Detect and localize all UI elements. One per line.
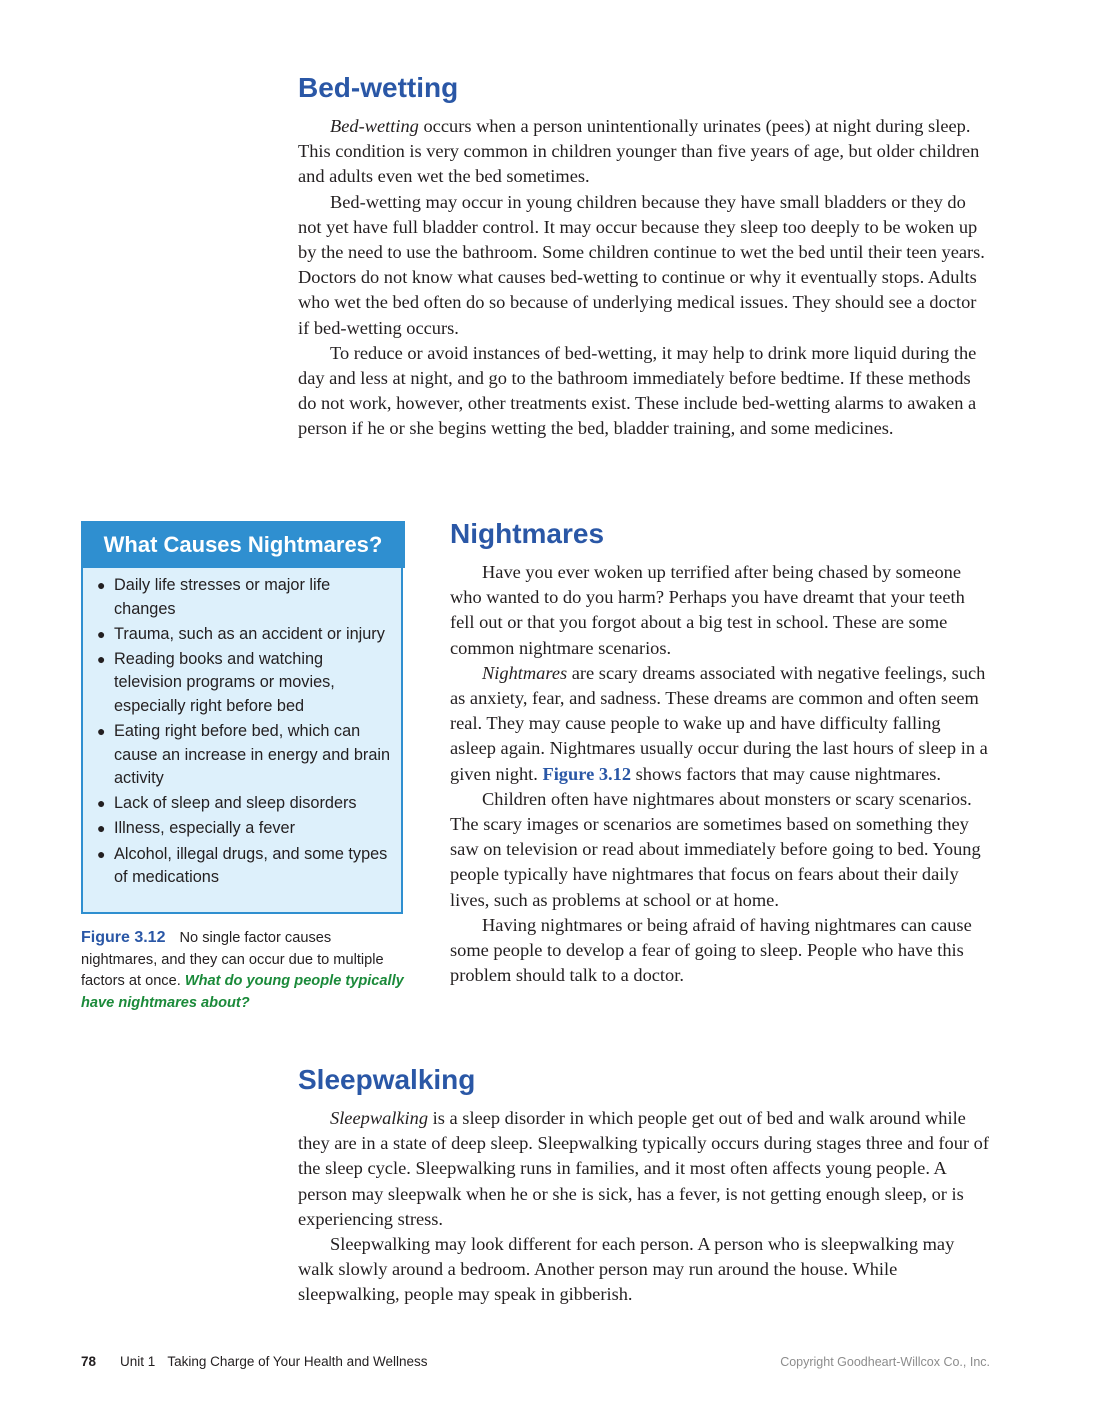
list-item-text: Lack of sleep and sleep disorders [114,794,357,813]
list-item [93,574,393,621]
list-item [93,792,393,816]
list-item [93,843,393,890]
sleepwalking-section [298,1106,990,1308]
heading-sleepwalking: Sleepwalking [298,1064,476,1095]
list-item-text: Illness, especially a fever [114,819,295,838]
figure-label: Figure 3.12 [81,929,166,946]
copyright-notice: Copyright Goodheart-Willcox Co., Inc. [780,1355,990,1369]
term-nightmares: Nightmares [482,662,568,683]
list-item-text: Eating right before bed, which can cause an increase in energy and brain activity [114,722,391,788]
page-footer [81,1352,427,1372]
bedwetting-paragraph-1 [298,114,990,190]
heading-nightmares: Nightmares [450,518,605,549]
sidebar-title: What Causes Nightmares? [81,521,405,568]
figure-reference-link[interactable]: Figure 3.12 [542,763,632,784]
nightmares-paragraph-2-end: shows factors that may cause nightmares. [631,763,942,784]
list-item-text: Alcohol, illegal drugs, and some types of medications [114,844,388,887]
term-bedwetting: Bed-wetting [330,116,419,136]
nightmares-paragraph-2-text: are scary dreams associated with negative feelings, such as anxiety, fear, and sadness. These dreams are common and often seem real. They may cause people to wake up and have difficulty falling asleep again. Nightmares usually occur during the last hours of sleep in a given night. [450,662,988,784]
bullet-icon: ● [97,625,106,642]
bedwetting-section [298,114,990,442]
figure-caption [81,927,411,1014]
term-sleepwalking: Sleepwalking [330,1108,429,1128]
nightmares-paragraph-2 [450,661,990,787]
page-number: 78 [81,1354,97,1369]
bullet-icon: ● [97,845,106,862]
sleepwalking-paragraph-2: Sleepwalking may look different for each person. A person who is sleepwalking may walk slowly around a bedroom. Another person may run around the house. While sleepwalking, people may speak in gibberish. [298,1234,955,1305]
list-item [93,720,393,791]
caption-text: No single factor causes nightmares, and they can occur due to multiple factors at once. [81,930,384,990]
list-item-text: Trauma, such as an accident or injury [114,624,385,643]
list-item-text: Reading books and watching television programs or movies, especially right before bed [114,649,335,715]
sleepwalking-paragraph-1 [298,1106,990,1232]
bullet-icon: ● [97,795,106,812]
bullet-icon: ● [97,577,106,593]
nightmares-paragraph-3: Children often have nightmares about monsters or scary scenarios. The scary images or scenarios are sometimes based on something they saw on television or read about immediately before going to bed. Young people typically have nightmares that focus on fears about their daily lives, such as problems at school or at home. [450,788,981,910]
bullet-icon: ● [97,820,106,837]
nightmare-causes-sidebar [81,521,403,914]
unit-label: Unit 1 [120,1354,156,1369]
bullet-icon: ● [97,650,106,667]
sidebar-list [93,574,393,891]
nightmares-paragraph-4: Having nightmares or being afraid of having nightmares can cause some people to develop a fear of going to sleep. People who have this problem should talk to a doctor. [450,914,972,986]
bedwetting-paragraph-1-text: occurs when a person unintentionally urinates (pees) at night during sleep. This condition is very common in children younger than five years of age, but older children and adults even wet the bed sometimes. [298,116,980,187]
bedwetting-paragraph-3: To reduce or avoid instances of bed-wetting, it may help to drink more liquid during the day and less at night, and go to the bathroom immediately before bedtime. If these methods do not work, however, other treatments exist. These include bed-wetting alarms to awaken a person if he or she begins wetting the bed, bladder training, and some medicines. [298,342,977,439]
unit-title: Taking Charge of Your Health and Wellness [167,1354,428,1369]
list-item-text: Daily life stresses or major life changes [114,576,331,618]
list-item [93,648,393,719]
bedwetting-paragraph-2: Bed-wetting may occur in young children because they have small bladders or they do not yet have full bladder control. It may occur because they sleep too deeply to be woken up by the need to use the bathroom. Some children continue to wet the bed until their teen years. Doctors do not know what causes bed-wetting to continue or why it eventually stops. Adults who wet the bed often do so because of underlying medical issues. They should see a doctor if bed-wetting occurs. [298,191,985,338]
bullet-icon: ● [97,723,106,740]
heading-bedwetting: Bed-wetting [298,72,459,103]
sleepwalking-paragraph-1-text: is a sleep disorder in which people get out of bed and walk around while they are in a state of deep sleep. Sleepwalking typically occurs during stages three and four of the sleep cycle. Sleepwalking runs in families, and it most often affects young people. A person may sleepwalk when he or she is sick, has a fever, is not getting enough sleep, or is experiencing stress. [298,1108,989,1229]
list-item [93,623,393,647]
list-item [93,817,393,841]
nightmares-paragraph-1: Have you ever woken up terrified after being chased by someone who wanted to do you harm? Perhaps you have dreamt that your teeth fell out or that you forgot about a big test in school. These are some common nightmare scenarios. [450,562,965,658]
caption-question: What do young people typically have nightmares about? [81,973,404,1011]
nightmares-section [450,560,990,988]
